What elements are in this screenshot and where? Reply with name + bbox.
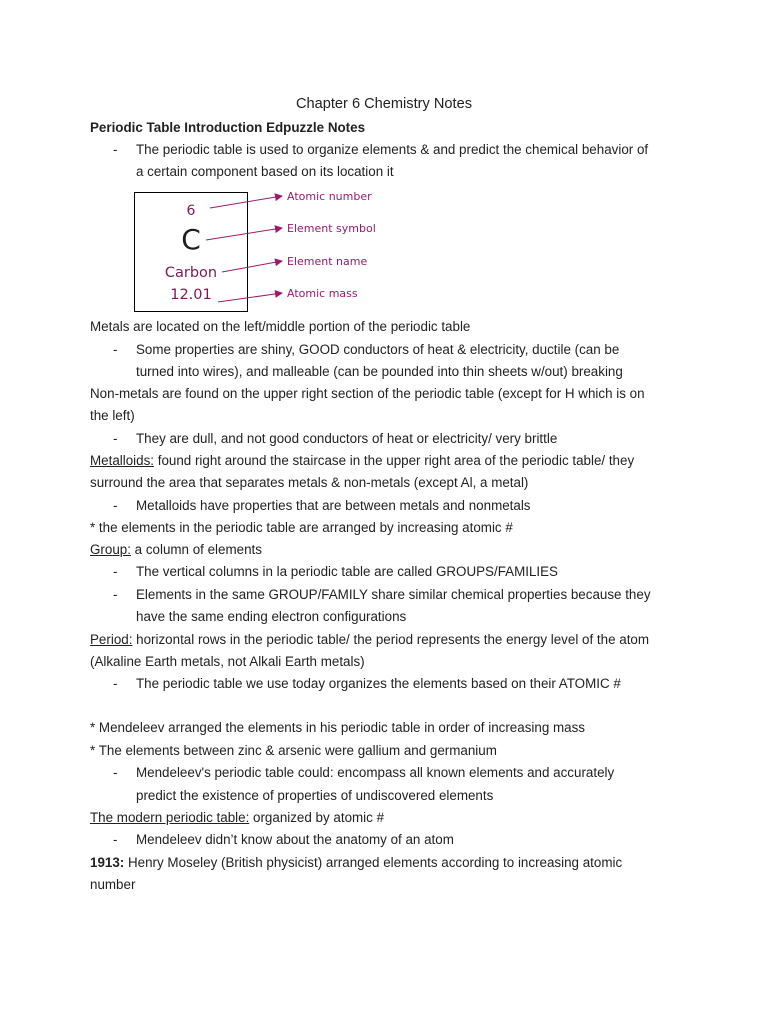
page-title: Chapter 6 Chemistry Notes <box>295 96 472 112</box>
tile-atomic-number: 6 <box>186 203 196 219</box>
group-bullet-2-cont: have the same ending electron configurations <box>136 609 407 624</box>
label-atomic-number: Atomic number <box>287 190 372 203</box>
intro-line-1: The periodic table is used to organize elements & and predict the chemical behavior of <box>136 142 649 157</box>
bullet-dash: - <box>113 142 118 157</box>
metalloids-def: found right around the staircase in the upper right area of the periodic table/ they <box>154 453 635 468</box>
period-def: horizontal rows in the periodic table/ the period represents the energy level of the atom <box>132 632 650 647</box>
arrow-element-name <box>222 261 282 272</box>
moseley-line-1 <box>90 852 690 874</box>
group-def: a column of elements <box>130 542 262 557</box>
mendeleev-bullet <box>113 762 713 784</box>
modern-def: organized by atomic # <box>249 810 385 825</box>
mendeleev-bullet-text: Mendeleev's periodic table could: encompass all known elements and accurately <box>136 765 615 780</box>
group-line <box>90 539 690 561</box>
moseley-year: 1913: <box>90 855 125 870</box>
period-bullet-text: The periodic table we use today organizes the elements based on their ATOMIC # <box>136 676 621 691</box>
nonmetals-line-1: Non-metals are found on the upper right section of the periodic table (except for H which is on <box>90 386 645 401</box>
arrow-element-symbol <box>206 228 282 240</box>
arrow-atomic-number <box>210 196 282 208</box>
group-bullet-1 <box>113 561 713 583</box>
metals-bullet-text: Some properties are shiny, GOOD conductors of heat & electricity, ductile (can be <box>136 342 620 357</box>
metalloids-line-1 <box>90 450 690 472</box>
metalloids-line-2: surround the area that separates metals & non-metals (except Al, a metal) <box>90 475 529 490</box>
mendeleev-note-1: * Mendeleev arranged the elements in his periodic table in order of increasing mass <box>90 720 585 735</box>
metals-line: Metals are located on the left/middle portion of the periodic table <box>90 319 471 334</box>
nonmetals-line-2: the left) <box>90 408 135 423</box>
modern-term: The modern periodic table: <box>90 810 250 825</box>
metals-bullet-cont: turned into wires), and malleable (can be pounded into thin sheets w/out) breaking <box>136 364 623 379</box>
bullet-dash: - <box>113 564 118 579</box>
intro-line-2: a certain component based on its location it <box>136 164 394 179</box>
label-element-name: Element name <box>287 255 368 268</box>
tile-atomic-mass: 12.01 <box>170 287 212 303</box>
bullet-dash: - <box>113 765 118 780</box>
group-bullet-2 <box>113 584 713 606</box>
mendeleev-note-2: * The elements between zinc & arsenic were gallium and germanium <box>90 743 497 758</box>
bullet-dash: - <box>113 431 118 446</box>
bullet-dash: - <box>113 587 118 602</box>
tile-element-symbol: C <box>181 223 201 256</box>
metalloids-bullet <box>113 495 713 517</box>
arranged-note: * the elements in the periodic table are arranged by increasing atomic # <box>90 520 513 535</box>
modern-bullet <box>113 829 713 851</box>
metalloids-bullet-text: Metalloids have properties that are between metals and nonmetals <box>136 498 531 513</box>
period-line-1 <box>90 629 690 651</box>
bullet-dash: - <box>113 498 118 513</box>
mendeleev-bullet-cont: predict the existence of properties of undiscovered elements <box>136 788 494 803</box>
period-bullet <box>113 673 713 695</box>
group-bullet-1-text: The vertical columns in la periodic table are called GROUPS/FAMILIES <box>136 564 558 579</box>
period-term: Period: <box>90 632 133 647</box>
bullet-dash: - <box>113 342 118 357</box>
bullet-dash: - <box>113 832 118 847</box>
nonmetals-bullet-text: They are dull, and not good conductors of heat or electricity/ very brittle <box>136 431 558 446</box>
moseley-text: Henry Moseley (British physicist) arranged elements according to increasing atomic <box>124 855 623 870</box>
modern-bullet-text: Mendeleev didn’t know about the anatomy of an atom <box>136 832 454 847</box>
nonmetals-bullet <box>113 428 713 450</box>
metalloids-term: Metalloids: <box>90 453 155 468</box>
label-element-symbol: Element symbol <box>287 222 376 235</box>
group-term: Group: <box>90 542 131 557</box>
moseley-line-2: number <box>90 877 136 892</box>
period-line-2: (Alkaline Earth metals, not Alkali Earth metals) <box>90 654 365 669</box>
bullet-dash: - <box>113 676 118 691</box>
section-heading: Periodic Table Introduction Edpuzzle Notes <box>90 120 366 135</box>
metals-bullet <box>113 339 713 361</box>
modern-line <box>90 807 690 829</box>
label-atomic-mass: Atomic mass <box>287 287 358 300</box>
arrow-atomic-mass <box>218 293 282 302</box>
tile-element-name: Carbon <box>164 265 218 281</box>
group-bullet-2-text: Elements in the same GROUP/FAMILY share similar chemical properties because they <box>136 587 651 602</box>
